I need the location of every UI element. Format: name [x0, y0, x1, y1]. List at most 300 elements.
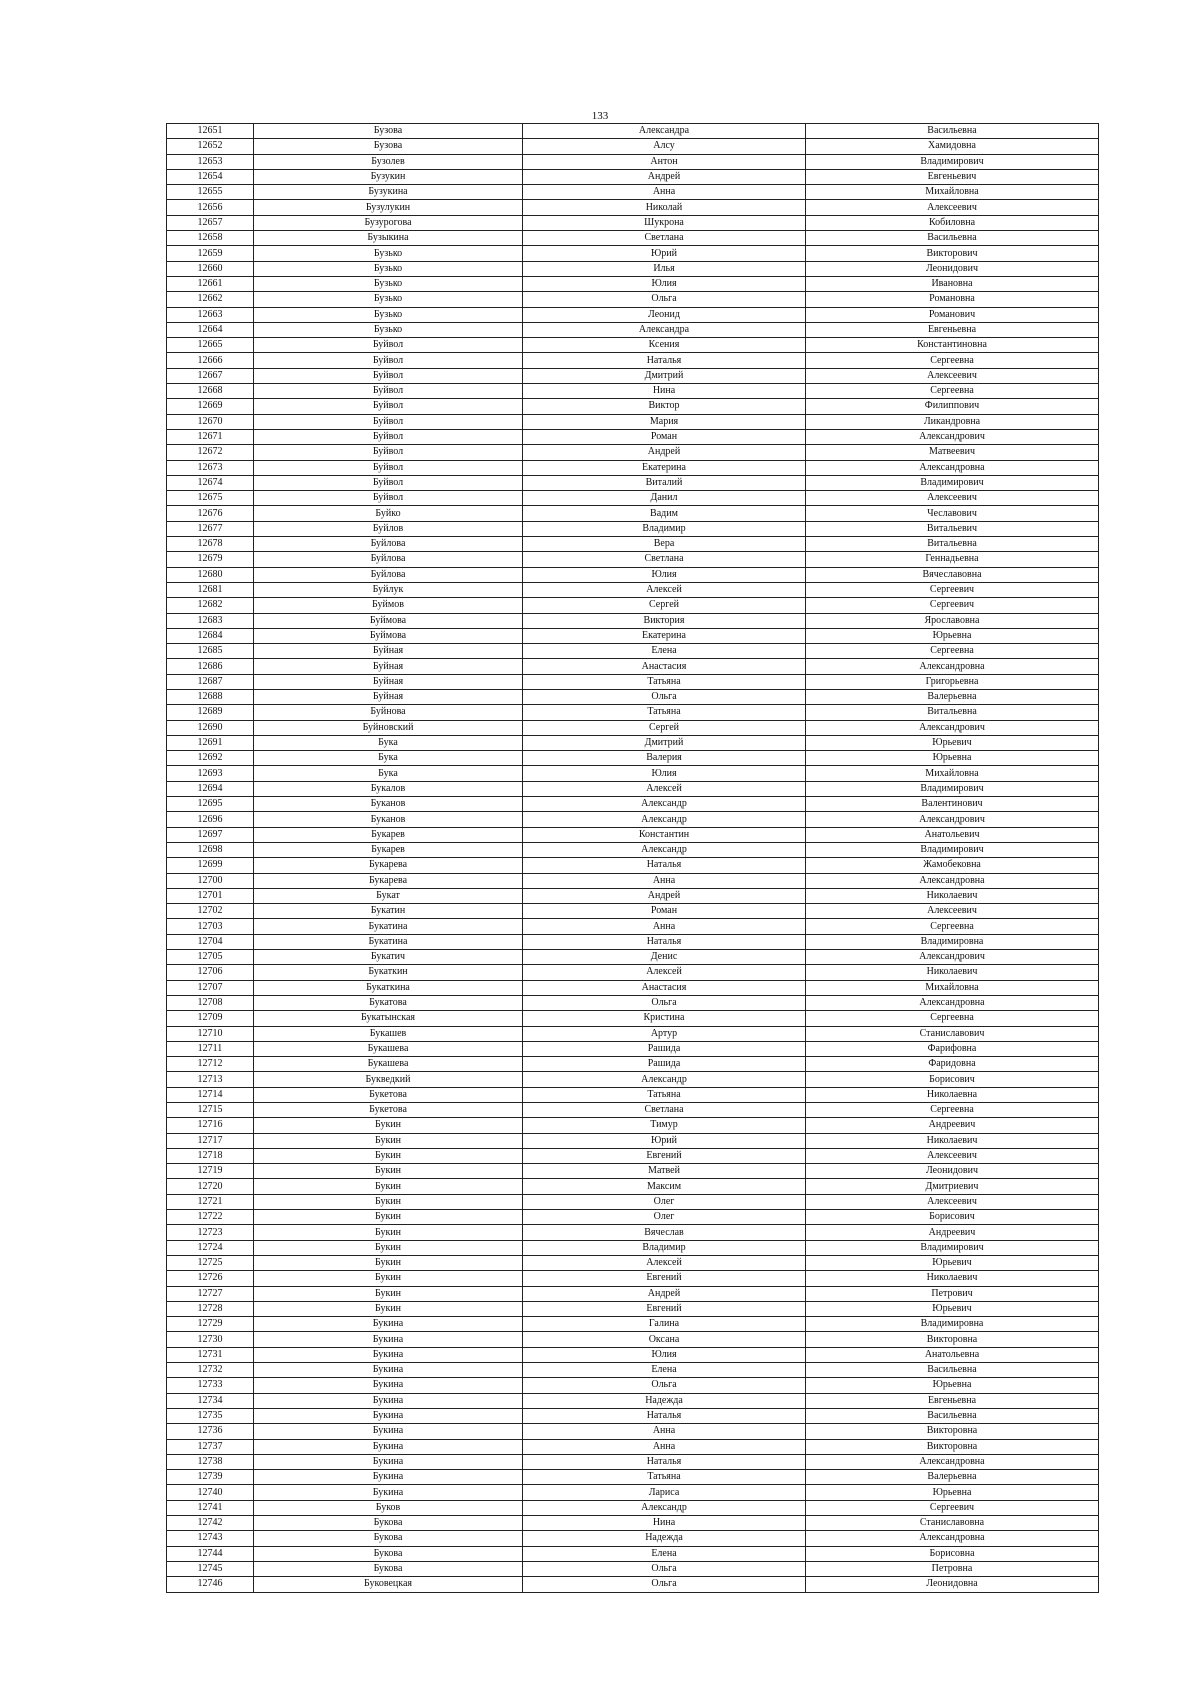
first-name-cell: Татьяна [523, 705, 806, 720]
first-name-cell: Роман [523, 904, 806, 919]
last-name-cell: Букина [254, 1470, 523, 1485]
patronymic-cell: Романович [806, 307, 1099, 322]
last-name-cell: Букин [254, 1118, 523, 1133]
record-number-cell: 12726 [167, 1271, 254, 1286]
last-name-cell: Букин [254, 1286, 523, 1301]
first-name-cell: Галина [523, 1317, 806, 1332]
first-name-cell: Анна [523, 185, 806, 200]
table-row [167, 139, 1099, 154]
patronymic-cell: Сергеевич [806, 598, 1099, 613]
last-name-cell: Букина [254, 1378, 523, 1393]
patronymic-cell: Станиславович [806, 1026, 1099, 1041]
record-number-cell: 12743 [167, 1531, 254, 1546]
table-row [167, 384, 1099, 399]
last-name-cell: Буйвол [254, 399, 523, 414]
first-name-cell: Юлия [523, 1347, 806, 1362]
record-number-cell: 12667 [167, 368, 254, 383]
first-name-cell: Андрей [523, 1286, 806, 1301]
table-row [167, 1378, 1099, 1393]
record-number-cell: 12729 [167, 1317, 254, 1332]
record-number-cell: 12700 [167, 873, 254, 888]
patronymic-cell: Чеславович [806, 506, 1099, 521]
last-name-cell: Буйнова [254, 705, 523, 720]
record-number-cell: 12687 [167, 674, 254, 689]
first-name-cell: Сергей [523, 598, 806, 613]
table-row [167, 598, 1099, 613]
record-number-cell: 12682 [167, 598, 254, 613]
patronymic-cell: Владимирович [806, 842, 1099, 857]
patronymic-cell: Евгеньевна [806, 322, 1099, 337]
record-number-cell: 12695 [167, 797, 254, 812]
record-number-cell: 12706 [167, 965, 254, 980]
last-name-cell: Букова [254, 1546, 523, 1561]
last-name-cell: Букашева [254, 1057, 523, 1072]
table-row [167, 1164, 1099, 1179]
patronymic-cell: Ярославовна [806, 613, 1099, 628]
first-name-cell: Нина [523, 1516, 806, 1531]
first-name-cell: Николай [523, 200, 806, 215]
record-number-cell: 12666 [167, 353, 254, 368]
last-name-cell: Букова [254, 1561, 523, 1576]
record-number-cell: 12739 [167, 1470, 254, 1485]
first-name-cell: Светлана [523, 1103, 806, 1118]
patronymic-cell: Викторович [806, 246, 1099, 261]
patronymic-cell: Александрович [806, 950, 1099, 965]
patronymic-cell: Николаевич [806, 888, 1099, 903]
first-name-cell: Ольга [523, 1378, 806, 1393]
table-row [167, 980, 1099, 995]
last-name-cell: Буков [254, 1500, 523, 1515]
first-name-cell: Светлана [523, 231, 806, 246]
last-name-cell: Буйвол [254, 491, 523, 506]
record-number-cell: 12678 [167, 537, 254, 552]
registry-table-container [166, 123, 1099, 1593]
first-name-cell: Евгений [523, 1301, 806, 1316]
table-row [167, 888, 1099, 903]
table-row [167, 169, 1099, 184]
first-name-cell: Алексей [523, 1255, 806, 1270]
record-number-cell: 12714 [167, 1087, 254, 1102]
table-row [167, 1408, 1099, 1423]
last-name-cell: Бука [254, 751, 523, 766]
table-row [167, 276, 1099, 291]
record-number-cell: 12697 [167, 827, 254, 842]
patronymic-cell: Александровна [806, 1454, 1099, 1469]
patronymic-cell: Сергеевна [806, 353, 1099, 368]
table-row [167, 1546, 1099, 1561]
record-number-cell: 12734 [167, 1393, 254, 1408]
first-name-cell: Ольга [523, 1561, 806, 1576]
last-name-cell: Букатин [254, 904, 523, 919]
last-name-cell: Букина [254, 1317, 523, 1332]
last-name-cell: Букин [254, 1271, 523, 1286]
first-name-cell: Александр [523, 797, 806, 812]
patronymic-cell: Кобиловна [806, 215, 1099, 230]
table-row [167, 827, 1099, 842]
table-row [167, 904, 1099, 919]
patronymic-cell: Ликандровна [806, 414, 1099, 429]
first-name-cell: Ольга [523, 292, 806, 307]
first-name-cell: Наталья [523, 353, 806, 368]
patronymic-cell: Петрович [806, 1286, 1099, 1301]
patronymic-cell: Викторовна [806, 1332, 1099, 1347]
table-row [167, 1424, 1099, 1439]
patronymic-cell: Сергеевна [806, 919, 1099, 934]
last-name-cell: Буйвол [254, 460, 523, 475]
table-row [167, 1225, 1099, 1240]
record-number-cell: 12746 [167, 1577, 254, 1592]
first-name-cell: Татьяна [523, 674, 806, 689]
record-number-cell: 12742 [167, 1516, 254, 1531]
record-number-cell: 12738 [167, 1454, 254, 1469]
last-name-cell: Букатова [254, 995, 523, 1010]
last-name-cell: Букина [254, 1363, 523, 1378]
last-name-cell: Буйвол [254, 353, 523, 368]
last-name-cell: Буймов [254, 598, 523, 613]
table-row [167, 950, 1099, 965]
last-name-cell: Букатынская [254, 1011, 523, 1026]
first-name-cell: Матвей [523, 1164, 806, 1179]
last-name-cell: Буйная [254, 659, 523, 674]
record-number-cell: 12745 [167, 1561, 254, 1576]
last-name-cell: Буйная [254, 674, 523, 689]
first-name-cell: Наталья [523, 1408, 806, 1423]
first-name-cell: Оксана [523, 1332, 806, 1347]
table-row [167, 1561, 1099, 1576]
record-number-cell: 12741 [167, 1500, 254, 1515]
last-name-cell: Букарева [254, 873, 523, 888]
patronymic-cell: Валерьевна [806, 689, 1099, 704]
last-name-cell: Букашева [254, 1041, 523, 1056]
patronymic-cell: Алексеевич [806, 1148, 1099, 1163]
first-name-cell: Елена [523, 1363, 806, 1378]
patronymic-cell: Станиславовна [806, 1516, 1099, 1531]
first-name-cell: Дмитрий [523, 368, 806, 383]
first-name-cell: Виктор [523, 399, 806, 414]
last-name-cell: Буйвол [254, 445, 523, 460]
last-name-cell: Букетова [254, 1087, 523, 1102]
table-row [167, 705, 1099, 720]
first-name-cell: Владимир [523, 1240, 806, 1255]
last-name-cell: Букин [254, 1255, 523, 1270]
table-row [167, 919, 1099, 934]
first-name-cell: Илья [523, 261, 806, 276]
first-name-cell: Андрей [523, 888, 806, 903]
record-number-cell: 12721 [167, 1194, 254, 1209]
last-name-cell: Бузукин [254, 169, 523, 184]
record-number-cell: 12703 [167, 919, 254, 934]
patronymic-cell: Юрьевич [806, 735, 1099, 750]
record-number-cell: 12656 [167, 200, 254, 215]
record-number-cell: 12680 [167, 567, 254, 582]
last-name-cell: Букин [254, 1148, 523, 1163]
table-row [167, 1148, 1099, 1163]
last-name-cell: Букин [254, 1194, 523, 1209]
last-name-cell: Буканов [254, 797, 523, 812]
patronymic-cell: Васильевна [806, 1408, 1099, 1423]
page-number: 133 [591, 110, 609, 122]
last-name-cell: Букаткин [254, 965, 523, 980]
last-name-cell: Буйлова [254, 552, 523, 567]
patronymic-cell: Юрьевич [806, 1255, 1099, 1270]
record-number-cell: 12663 [167, 307, 254, 322]
patronymic-cell: Борисович [806, 1072, 1099, 1087]
first-name-cell: Дмитрий [523, 735, 806, 750]
last-name-cell: Буковецкая [254, 1577, 523, 1592]
last-name-cell: Букин [254, 1179, 523, 1194]
record-number-cell: 12692 [167, 751, 254, 766]
patronymic-cell: Михайловна [806, 766, 1099, 781]
last-name-cell: Бузукина [254, 185, 523, 200]
record-number-cell: 12688 [167, 689, 254, 704]
record-number-cell: 12681 [167, 582, 254, 597]
table-row [167, 1531, 1099, 1546]
record-number-cell: 12717 [167, 1133, 254, 1148]
table-row [167, 429, 1099, 444]
patronymic-cell: Николаевна [806, 1087, 1099, 1102]
table-row [167, 292, 1099, 307]
record-number-cell: 12654 [167, 169, 254, 184]
record-number-cell: 12702 [167, 904, 254, 919]
table-row [167, 613, 1099, 628]
last-name-cell: Букова [254, 1531, 523, 1546]
table-row [167, 537, 1099, 552]
first-name-cell: Евгений [523, 1271, 806, 1286]
last-name-cell: Буйко [254, 506, 523, 521]
record-number-cell: 12661 [167, 276, 254, 291]
record-number-cell: 12720 [167, 1179, 254, 1194]
record-number-cell: 12737 [167, 1439, 254, 1454]
table-row [167, 995, 1099, 1010]
patronymic-cell: Леонидович [806, 1164, 1099, 1179]
first-name-cell: Анастасия [523, 659, 806, 674]
table-row [167, 781, 1099, 796]
first-name-cell: Олег [523, 1210, 806, 1225]
last-name-cell: Букина [254, 1408, 523, 1423]
patronymic-cell: Владимировна [806, 934, 1099, 949]
last-name-cell: Букин [254, 1240, 523, 1255]
record-number-cell: 12658 [167, 231, 254, 246]
first-name-cell: Артур [523, 1026, 806, 1041]
last-name-cell: Букина [254, 1454, 523, 1469]
record-number-cell: 12701 [167, 888, 254, 903]
first-name-cell: Александра [523, 124, 806, 139]
last-name-cell: Буйная [254, 644, 523, 659]
table-row [167, 231, 1099, 246]
table-row [167, 1470, 1099, 1485]
first-name-cell: Александр [523, 1072, 806, 1087]
table-row [167, 246, 1099, 261]
record-number-cell: 12674 [167, 475, 254, 490]
first-name-cell: Елена [523, 644, 806, 659]
record-number-cell: 12659 [167, 246, 254, 261]
patronymic-cell: Васильевна [806, 1363, 1099, 1378]
record-number-cell: 12732 [167, 1363, 254, 1378]
patronymic-cell: Юрьевна [806, 751, 1099, 766]
patronymic-cell: Алексеевич [806, 904, 1099, 919]
table-row [167, 475, 1099, 490]
last-name-cell: Бузыкина [254, 231, 523, 246]
table-row [167, 858, 1099, 873]
first-name-cell: Ксения [523, 338, 806, 353]
first-name-cell: Ольга [523, 995, 806, 1010]
patronymic-cell: Алексеевич [806, 200, 1099, 215]
last-name-cell: Бузова [254, 124, 523, 139]
last-name-cell: Буйвол [254, 384, 523, 399]
record-number-cell: 12690 [167, 720, 254, 735]
table-row [167, 842, 1099, 857]
patronymic-cell: Алексеевич [806, 368, 1099, 383]
record-number-cell: 12684 [167, 628, 254, 643]
table-row [167, 1255, 1099, 1270]
patronymic-cell: Юрьевна [806, 628, 1099, 643]
last-name-cell: Буйновский [254, 720, 523, 735]
patronymic-cell: Николаевич [806, 1133, 1099, 1148]
table-row [167, 521, 1099, 536]
table-row [167, 460, 1099, 475]
patronymic-cell: Юрьевна [806, 1378, 1099, 1393]
patronymic-cell: Анатольевна [806, 1347, 1099, 1362]
table-row [167, 1133, 1099, 1148]
patronymic-cell: Владимировна [806, 1317, 1099, 1332]
table-row [167, 1072, 1099, 1087]
patronymic-cell: Сергеевна [806, 1103, 1099, 1118]
patronymic-cell: Михайловна [806, 980, 1099, 995]
record-number-cell: 12711 [167, 1041, 254, 1056]
last-name-cell: Букаткина [254, 980, 523, 995]
last-name-cell: Букетова [254, 1103, 523, 1118]
patronymic-cell: Александрович [806, 812, 1099, 827]
record-number-cell: 12696 [167, 812, 254, 827]
record-number-cell: 12651 [167, 124, 254, 139]
record-number-cell: 12730 [167, 1332, 254, 1347]
first-name-cell: Надежда [523, 1393, 806, 1408]
table-row [167, 414, 1099, 429]
patronymic-cell: Фаридовна [806, 1057, 1099, 1072]
first-name-cell: Нина [523, 384, 806, 399]
record-number-cell: 12718 [167, 1148, 254, 1163]
record-number-cell: 12676 [167, 506, 254, 521]
patronymic-cell: Матвеевич [806, 445, 1099, 460]
patronymic-cell: Викторовна [806, 1424, 1099, 1439]
record-number-cell: 12685 [167, 644, 254, 659]
patronymic-cell: Фарифовна [806, 1041, 1099, 1056]
patronymic-cell: Борисовна [806, 1546, 1099, 1561]
patronymic-cell: Сергеевна [806, 644, 1099, 659]
record-number-cell: 12719 [167, 1164, 254, 1179]
last-name-cell: Буйлова [254, 537, 523, 552]
patronymic-cell: Андреевич [806, 1118, 1099, 1133]
patronymic-cell: Александровна [806, 1531, 1099, 1546]
last-name-cell: Букин [254, 1133, 523, 1148]
first-name-cell: Юлия [523, 766, 806, 781]
last-name-cell: Бузова [254, 139, 523, 154]
patronymic-cell: Юрьевич [806, 1301, 1099, 1316]
table-row [167, 491, 1099, 506]
record-number-cell: 12705 [167, 950, 254, 965]
last-name-cell: Букашев [254, 1026, 523, 1041]
table-row [167, 1516, 1099, 1531]
patronymic-cell: Владимирович [806, 154, 1099, 169]
record-number-cell: 12740 [167, 1485, 254, 1500]
table-row [167, 873, 1099, 888]
record-number-cell: 12727 [167, 1286, 254, 1301]
table-row [167, 1026, 1099, 1041]
first-name-cell: Юрий [523, 1133, 806, 1148]
first-name-cell: Юрий [523, 246, 806, 261]
first-name-cell: Анастасия [523, 980, 806, 995]
table-row [167, 445, 1099, 460]
first-name-cell: Мария [523, 414, 806, 429]
patronymic-cell: Сергеевич [806, 582, 1099, 597]
table-row [167, 628, 1099, 643]
first-name-cell: Наталья [523, 858, 806, 873]
last-name-cell: Бука [254, 766, 523, 781]
last-name-cell: Бука [254, 735, 523, 750]
table-row [167, 1011, 1099, 1026]
table-row [167, 766, 1099, 781]
patronymic-cell: Витальевна [806, 705, 1099, 720]
record-number-cell: 12670 [167, 414, 254, 429]
patronymic-cell: Николаевич [806, 965, 1099, 980]
patronymic-cell: Александрович [806, 429, 1099, 444]
patronymic-cell: Валерьевна [806, 1470, 1099, 1485]
table-row [167, 1363, 1099, 1378]
first-name-cell: Вадим [523, 506, 806, 521]
first-name-cell: Тимур [523, 1118, 806, 1133]
first-name-cell: Юлия [523, 276, 806, 291]
table-row [167, 322, 1099, 337]
last-name-cell: Бузулукин [254, 200, 523, 215]
patronymic-cell: Григорьевна [806, 674, 1099, 689]
table-row [167, 215, 1099, 230]
table-row [167, 659, 1099, 674]
record-number-cell: 12708 [167, 995, 254, 1010]
patronymic-cell: Владимирович [806, 475, 1099, 490]
table-row [167, 1577, 1099, 1592]
table-row [167, 1286, 1099, 1301]
patronymic-cell: Вячеславовна [806, 567, 1099, 582]
last-name-cell: Букина [254, 1393, 523, 1408]
last-name-cell: Бузько [254, 261, 523, 276]
patronymic-cell: Леонидовна [806, 1577, 1099, 1592]
last-name-cell: Буйвол [254, 475, 523, 490]
patronymic-cell: Сергеевич [806, 1500, 1099, 1515]
record-number-cell: 12725 [167, 1255, 254, 1270]
patronymic-cell: Геннадьевна [806, 552, 1099, 567]
first-name-cell: Антон [523, 154, 806, 169]
table-row [167, 1179, 1099, 1194]
table-row [167, 1271, 1099, 1286]
last-name-cell: Букина [254, 1485, 523, 1500]
last-name-cell: Буйвол [254, 338, 523, 353]
table-row [167, 1500, 1099, 1515]
registry-table [166, 123, 1099, 1593]
first-name-cell: Шукрона [523, 215, 806, 230]
table-row [167, 1103, 1099, 1118]
table-row [167, 751, 1099, 766]
first-name-cell: Надежда [523, 1531, 806, 1546]
patronymic-cell: Викторовна [806, 1439, 1099, 1454]
first-name-cell: Константин [523, 827, 806, 842]
record-number-cell: 12653 [167, 154, 254, 169]
table-row [167, 582, 1099, 597]
patronymic-cell: Сергеевна [806, 1011, 1099, 1026]
patronymic-cell: Васильевна [806, 124, 1099, 139]
record-number-cell: 12652 [167, 139, 254, 154]
table-row [167, 399, 1099, 414]
last-name-cell: Букарева [254, 858, 523, 873]
